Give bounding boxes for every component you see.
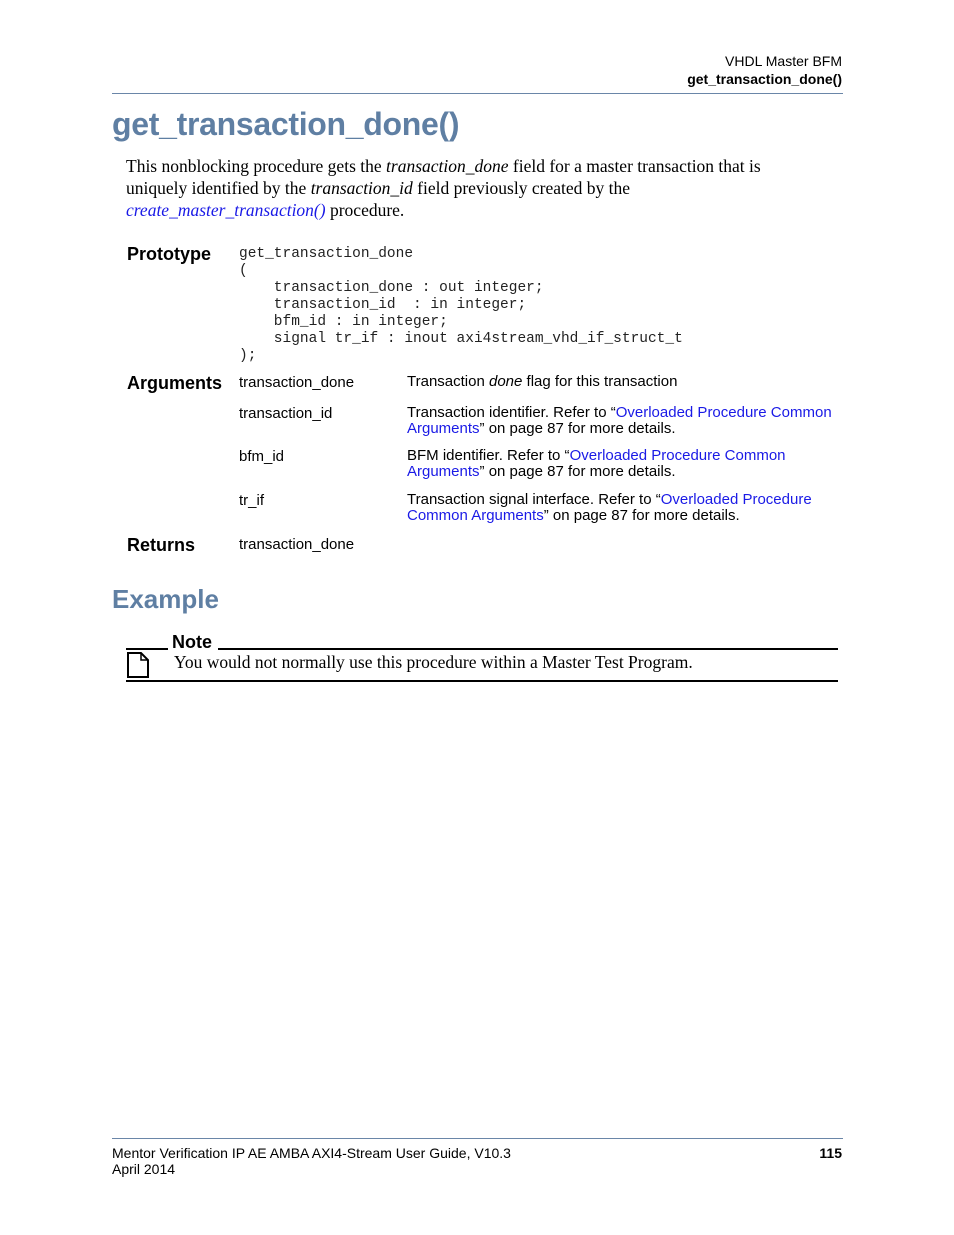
returns-label: Returns: [127, 535, 196, 555]
arg-desc-transaction-done: [407, 374, 837, 390]
page-number: 115: [819, 1145, 842, 1161]
arg-name-transaction-id: transaction_id: [239, 405, 333, 422]
intro-text-4: procedure.: [325, 200, 405, 220]
page-title: get_transaction_done(): [112, 106, 460, 142]
arg-desc-text: ” on page 87 for more details.: [479, 420, 676, 437]
create-master-transaction-link[interactable]: create_master_transaction(): [126, 200, 326, 220]
footer-doc-title: Mentor Verification IP AE AMBA AXI4-Stream User Guide, V10.3: [112, 1145, 511, 1161]
note-title: Note: [172, 632, 212, 652]
arg-name-transaction-done: transaction_done: [239, 374, 355, 391]
intro-field-1: transaction_done: [386, 156, 509, 176]
prototype-code: get_transaction_done ( transaction_done : out integer; transaction_id : in integer; bfm_id : in integer; signal tr_if : inout axi4stream_vhd_if_struct_t );: [239, 246, 683, 364]
intro-text-1: This nonblocking procedure gets the: [126, 156, 387, 176]
header-subsection: get_transaction_done(): [687, 71, 842, 87]
arg-desc-text: Transaction identifier. Refer to “: [407, 404, 616, 421]
note-text: You would not normally use this procedure within a Master Test Program.: [174, 652, 693, 672]
arg-desc-text: flag for this transaction: [522, 373, 678, 390]
arg-desc-text: BFM identifier. Refer to “: [407, 447, 570, 464]
footer-date: April 2014: [112, 1161, 176, 1177]
note-page-icon: [127, 652, 149, 678]
returns-value: transaction_done: [239, 536, 355, 553]
intro-text-2: field for a master transaction that is uniquely identified by the: [126, 156, 761, 198]
intro-field-2: transaction_id: [310, 178, 413, 198]
intro-paragraph: [126, 155, 826, 221]
header-section: VHDL Master BFM: [725, 53, 842, 69]
arg-desc-bfm-id: [407, 448, 837, 480]
header-rule: [112, 93, 843, 94]
footer-left: [112, 1145, 511, 1177]
arg-name-bfm-id: bfm_id: [239, 448, 285, 465]
arg-desc-text: Transaction: [407, 373, 489, 390]
arg-desc-transaction-id: [407, 405, 837, 437]
footer-rule: [112, 1138, 843, 1139]
arg-desc-text: ” on page 87 for more details.: [543, 507, 740, 524]
arguments-label: Arguments: [127, 373, 223, 393]
arg-desc-text: Transaction signal interface. Refer to “: [407, 491, 661, 508]
arg-desc-tr-if: [407, 492, 837, 524]
example-heading: Example: [112, 584, 219, 614]
overloaded-procedure-link[interactable]: Overloaded Procedure Common Arguments: [407, 404, 832, 437]
overloaded-procedure-link[interactable]: Overloaded Procedure Common Arguments: [407, 491, 812, 524]
note-rule-right: [218, 648, 838, 650]
overloaded-procedure-link[interactable]: Overloaded Procedure Common Arguments: [407, 447, 786, 480]
arg-desc-emphasis: done: [488, 373, 523, 390]
arg-desc-text: ” on page 87 for more details.: [479, 463, 676, 480]
arg-name-tr-if: tr_if: [239, 492, 265, 509]
intro-text-3: field previously created by the: [412, 178, 630, 198]
note-rule-left: [126, 648, 168, 650]
running-header: [687, 52, 842, 88]
note-rule-bottom: [126, 680, 838, 682]
prototype-label: Prototype: [127, 244, 212, 264]
